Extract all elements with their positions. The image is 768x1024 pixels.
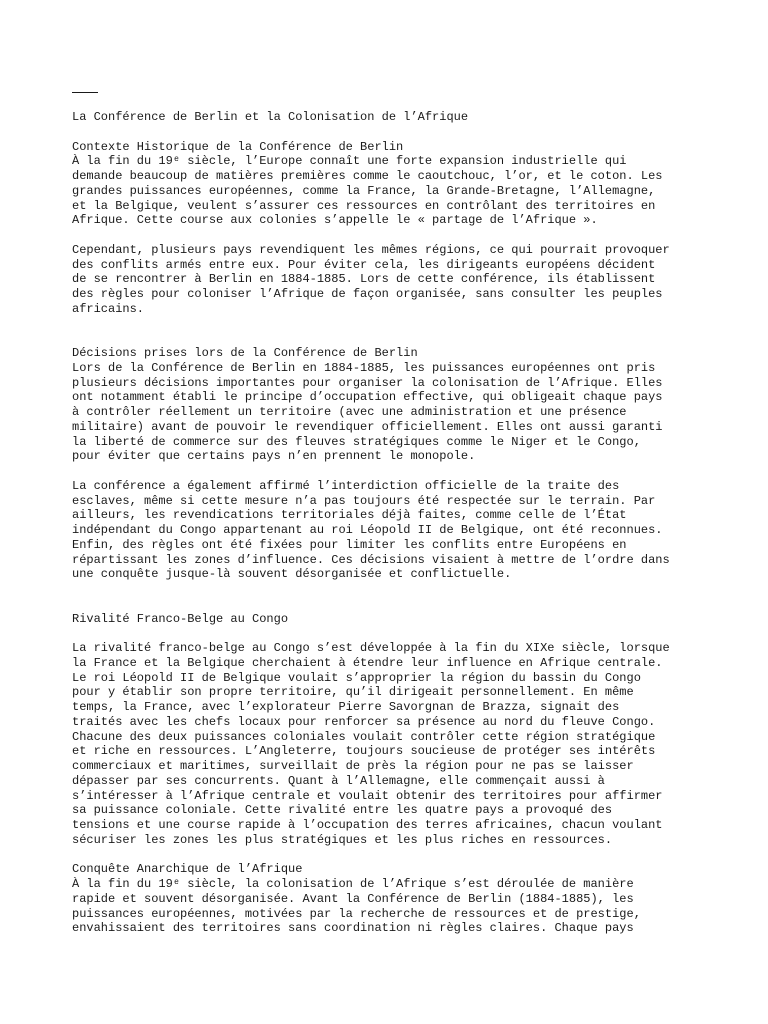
section-heading-decisions: Décisions prises lors de la Conférence de Berlin (72, 346, 418, 360)
paragraph-rivalry-1 (72, 641, 702, 848)
text-line: et la Belgique, veulent s’assurer ces ressources en contrôlant des territoires en (72, 198, 656, 213)
text-line: ailleurs, les revendications territoriales déjà faites, comme celle de l’État (72, 508, 627, 523)
text-line: À la fin du 19ᵉ siècle, l’Europe connaît une forte expansion industrielle qui (72, 154, 627, 169)
text-line: Chacune des deux puissances coloniales voulait contrôler cette région stratégique (72, 729, 656, 744)
paragraph-context-2 (72, 243, 702, 317)
text-line: pour éviter que certains pays n’en prennent le monopole. (72, 449, 476, 464)
text-line: Enfin, des règles ont été fixées pour limiter les conflits entre Européens en (72, 537, 627, 552)
header-rule (72, 92, 98, 93)
text-line: envahissaient des territoires sans coordination ni règles claires. Chaque pays (72, 921, 634, 936)
text-line: répartissant les zones d’influence. Ces décisions visaient à mettre de l’ordre dans (72, 552, 670, 567)
text-line: tensions et une course rapide à l’occupation des terres africaines, chacun voulant (72, 818, 663, 832)
text-line: Lors de la Conférence de Berlin en 1884-1885, les puissances européennes ont pris (72, 360, 656, 375)
text-line: des conflits armés entre eux. Pour éviter cela, les dirigeants européens décident (72, 257, 656, 272)
section-heading-rivalry: Rivalité Franco-Belge au Congo (72, 611, 289, 626)
text-line: temps, la France, avec l’explorateur Pierre Savorgnan de Brazza, signait des (72, 700, 620, 714)
section-heading-conquest: Conquête Anarchique de l’Afrique (72, 862, 303, 877)
text-line: africains. (72, 301, 145, 316)
text-line: de se rencontrer à Berlin en 1884-1885. Lors de cette conférence, ils établissent (72, 272, 656, 287)
text-line: sécuriser les zones les plus stratégiques et les plus riches en ressources. (72, 832, 613, 847)
text-line: Afrique. Cette course aux colonies s’appelle le « partage de l’Afrique ». (72, 213, 598, 228)
paragraph-decisions-2 (72, 479, 702, 582)
text-line: la liberté de commerce sur des fleuves stratégiques comme le Niger et le Congo, (72, 434, 641, 449)
text-line: dépasser par ses concurrents. Quant à l’Allemagne, elle commençait aussi à (72, 773, 605, 788)
text-line: militaire) avant de pouvoir le revendiquer officiellement. Elles ont aussi garanti (72, 419, 663, 434)
text-line: grandes puissances européennes, comme la France, la Grande-Bretagne, l’Allemagne, (72, 183, 656, 198)
text-line: plusieurs décisions importantes pour organiser la colonisation de l’Afrique. Elles (72, 375, 663, 390)
document-page (72, 84, 702, 936)
text-line: puissances européennes, motivées par la recherche de ressources et de prestige, (72, 906, 641, 921)
text-line: s’intéresser à l’Afrique centrale et voulait obtenir des territoires pour affirmer (72, 788, 663, 803)
text-line: des règles pour coloniser l’Afrique de façon organisée, sans consulter les peuples (72, 287, 663, 301)
paragraph-conquest-1 (72, 877, 702, 936)
text-line: demande beaucoup de matières premières comme le caoutchouc, l’or, et le coton. Les (72, 169, 663, 183)
text-line: à contrôler réellement un territoire (avec une administration et une présence (72, 405, 627, 419)
paragraph-decisions-1 (72, 361, 702, 464)
text-line: Cependant, plusieurs pays revendiquent les mêmes régions, ce qui pourrait provoquer (72, 242, 670, 257)
document-title: La Conférence de Berlin et la Colonisation de l’Afrique (72, 110, 469, 124)
section-heading-context: Contexte Historique de la Conférence de Berlin (72, 139, 404, 154)
text-line: Le roi Léopold II de Belgique voulait s’approprier la région du bassin du Congo (72, 670, 641, 685)
text-line: ont notamment établi le principe d’occupation effective, qui obligeait chaque pays (72, 390, 663, 405)
paragraph-context-1 (72, 154, 702, 228)
text-line: et riche en ressources. L’Angleterre, toujours soucieuse de protéger ses intérêts (72, 744, 656, 759)
text-line: traités avec les chefs locaux pour renforcer sa présence au nord du fleuve Congo. (72, 714, 656, 729)
text-line: une conquête jusque-là souvent désorganisée et conflictuelle. (72, 567, 512, 582)
text-line: esclaves, même si cette mesure n’a pas toujours été respectée sur le terrain. Par (72, 493, 656, 508)
text-line: la France et la Belgique cherchaient à étendre leur influence en Afrique centrale. (72, 655, 663, 670)
text-line: sa puissance coloniale. Cette rivalité entre les quatre pays a provoqué des (72, 803, 613, 818)
text-line: pour y établir son propre territoire, qu’il dirigeait personnellement. En même (72, 685, 634, 700)
text-line: rapide et souvent désorganisée. Avant la Conférence de Berlin (1884-1885), les (72, 891, 634, 906)
text-line: La rivalité franco-belge au Congo s’est développée à la fin du XIXe siècle, lorsque (72, 641, 670, 655)
text-line: À la fin du 19ᵉ siècle, la colonisation de l’Afrique s’est déroulée de manière (72, 877, 634, 891)
text-line: indépendant du Congo appartenant au roi Léopold II de Belgique, ont été reconnues. (72, 523, 663, 537)
text-line: La conférence a également affirmé l’interdiction officielle de la traite des (72, 478, 620, 493)
text-line: commerciaux et maritimes, surveillait de près la région pour ne pas se laisser (72, 759, 634, 773)
